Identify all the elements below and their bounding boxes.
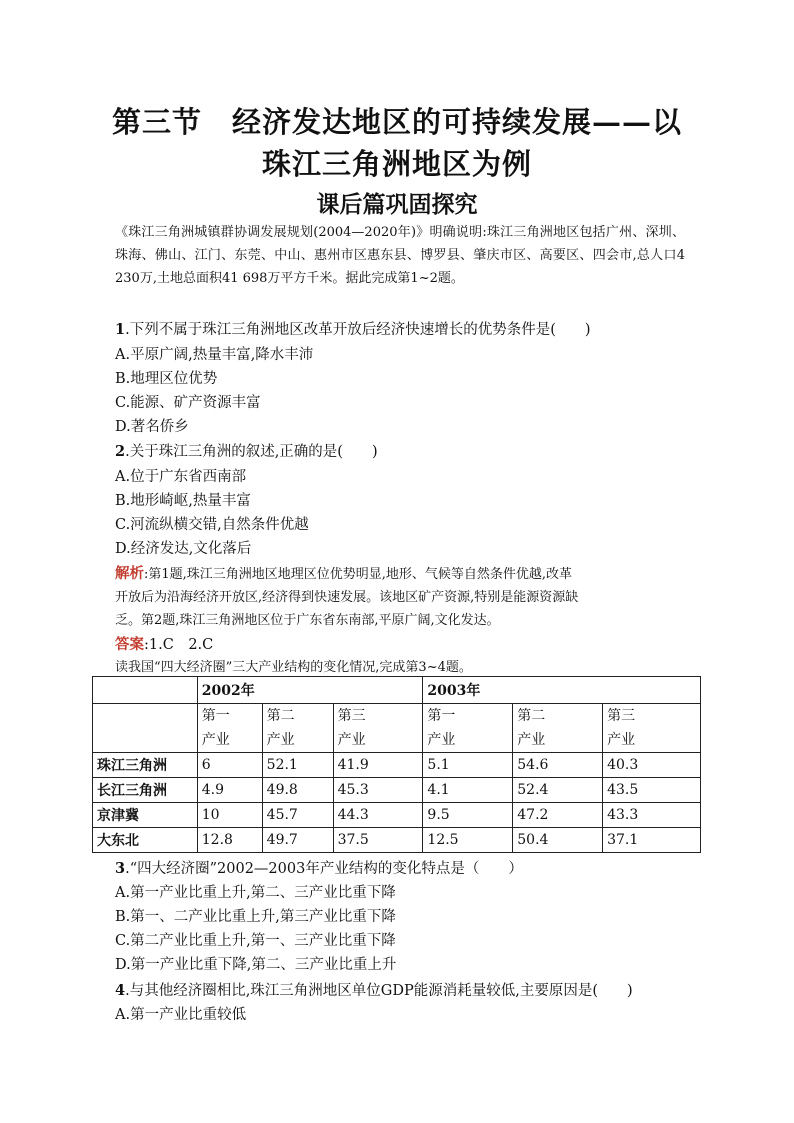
- cell: 6: [197, 753, 262, 778]
- analysis-label: 解析: [115, 565, 144, 582]
- table-header-cell: 第一 产业: [423, 704, 513, 753]
- page-subtitle: 课后篇巩固探究: [316, 191, 478, 218]
- table-row: [93, 828, 701, 853]
- row-name: 珠江三角洲: [93, 753, 198, 778]
- question-2-option-c: C.河流纵横交错,自然条件优越: [115, 517, 309, 533]
- analysis-line-1: 解析:第1题,珠江三角洲地区地理区位优势明显,地形、气候等自然条件优越,改革: [115, 565, 573, 582]
- answer-label: 答案: [115, 636, 144, 653]
- question-3-option-c: C.第二产业比重上升,第一、三产业比重下降: [115, 933, 396, 949]
- table-header-cell: 第一 产业: [197, 704, 262, 753]
- cell: 52.1: [262, 753, 333, 778]
- cell: 10: [197, 803, 262, 828]
- cell: 47.2: [513, 803, 603, 828]
- row-name: 京津冀: [93, 803, 198, 828]
- analysis-line-2: 开放后为沿海经济开放区,经济得到快速发展。该地区矿产资源,特别是能源资源缺: [115, 590, 579, 605]
- cell: 4.9: [197, 778, 262, 803]
- passage-intro-2: 读我国“四大经济圈”三大产业结构的变化情况,完成第3~4题。: [115, 660, 472, 675]
- cell: 43.3: [603, 803, 701, 828]
- cell: 12.8: [197, 828, 262, 853]
- question-1-option-b: B.地理区位优势: [115, 371, 218, 387]
- row-name: 长江三角洲: [93, 778, 198, 803]
- question-1-option-d: D.著名侨乡: [115, 419, 189, 435]
- question-3-option-d: D.第一产业比重下降,第二、三产业比重上升: [115, 957, 397, 973]
- table-year-2002: 2002年: [197, 677, 423, 704]
- question-4-stem: 4.与其他经济圈相比,珠江三角洲地区单位GDP能源消耗量较低,主要原因是( ): [115, 982, 633, 999]
- cell: 9.5: [423, 803, 513, 828]
- table-header-blank: [93, 704, 198, 753]
- cell: 45.7: [262, 803, 333, 828]
- cell: 44.3: [333, 803, 423, 828]
- table-header-cell: 第三 产业: [603, 704, 701, 753]
- table-header-cell: 第三 产业: [333, 704, 423, 753]
- table-row: [93, 753, 701, 778]
- question-1-option-a: A.平原广阔,热量丰富,降水丰沛: [115, 347, 314, 363]
- table-row: [93, 778, 701, 803]
- question-4-option-a: A.第一产业比重较低: [115, 1007, 247, 1023]
- page-title-line-1: 第三节 经济发达地区的可持续发展——以: [111, 105, 682, 139]
- cell: 12.5: [423, 828, 513, 853]
- question-2-option-d: D.经济发达,文化落后: [115, 541, 252, 557]
- question-3-stem: 3.“四大经济圈”2002—2003年产业结构的变化特点是（ ）: [115, 860, 523, 877]
- cell: 40.3: [603, 753, 701, 778]
- table-year-2003: 2003年: [423, 677, 701, 704]
- cell: 4.1: [423, 778, 513, 803]
- cell: 43.5: [603, 778, 701, 803]
- question-3-option-b: B.第一、二产业比重上升,第三产业比重下降: [115, 909, 396, 925]
- question-2-option-b: B.地形崎岖,热量丰富: [115, 493, 251, 509]
- question-2-stem: 2.关于珠江三角洲的叙述,正确的是( ): [115, 443, 378, 460]
- row-name: 大东北: [93, 828, 198, 853]
- cell: 52.4: [513, 778, 603, 803]
- cell: 41.9: [333, 753, 423, 778]
- cell: 37.5: [333, 828, 423, 853]
- table-header-cell: 第二 产业: [513, 704, 603, 753]
- question-2-option-a: A.位于广东省西南部: [115, 469, 247, 485]
- table-header-cell: 第二 产业: [262, 704, 333, 753]
- table-corner: [93, 677, 198, 704]
- analysis-line-3: 乏。第2题,珠江三角洲地区位于广东省东南部,平原广阔,文化发达。: [115, 613, 500, 628]
- cell: 49.7: [262, 828, 333, 853]
- passage-intro: 《珠江三角洲城镇群协调发展规划(2004—2020年)》明确说明:珠江三角洲地区包括广州、深圳、珠海、佛山、江门、东莞、中山、惠州市区惠东县、博罗县、肇庆市区、高要区、四会市,总人口4 230万,土地总面积41 698万平方千米。据此完成第1~2题。: [115, 225, 685, 286]
- table-row: [93, 803, 701, 828]
- cell: 54.6: [513, 753, 603, 778]
- cell: 49.8: [262, 778, 333, 803]
- answer-line: 答案:1.C 2.C: [115, 636, 214, 653]
- cell: 37.1: [603, 828, 701, 853]
- cell: 5.1: [423, 753, 513, 778]
- cell: 50.4: [513, 828, 603, 853]
- question-3-option-a: A.第一产业比重上升,第二、三产业比重下降: [115, 885, 396, 901]
- cell: 45.3: [333, 778, 423, 803]
- question-1-stem: 1.下列不属于珠江三角洲地区改革开放后经济快速增长的优势条件是( ): [115, 321, 591, 338]
- industry-structure-table: [92, 676, 701, 853]
- question-1-option-c: C.能源、矿产资源丰富: [115, 395, 261, 411]
- page-title-line-2: 珠江三角洲地区为例: [261, 147, 532, 181]
